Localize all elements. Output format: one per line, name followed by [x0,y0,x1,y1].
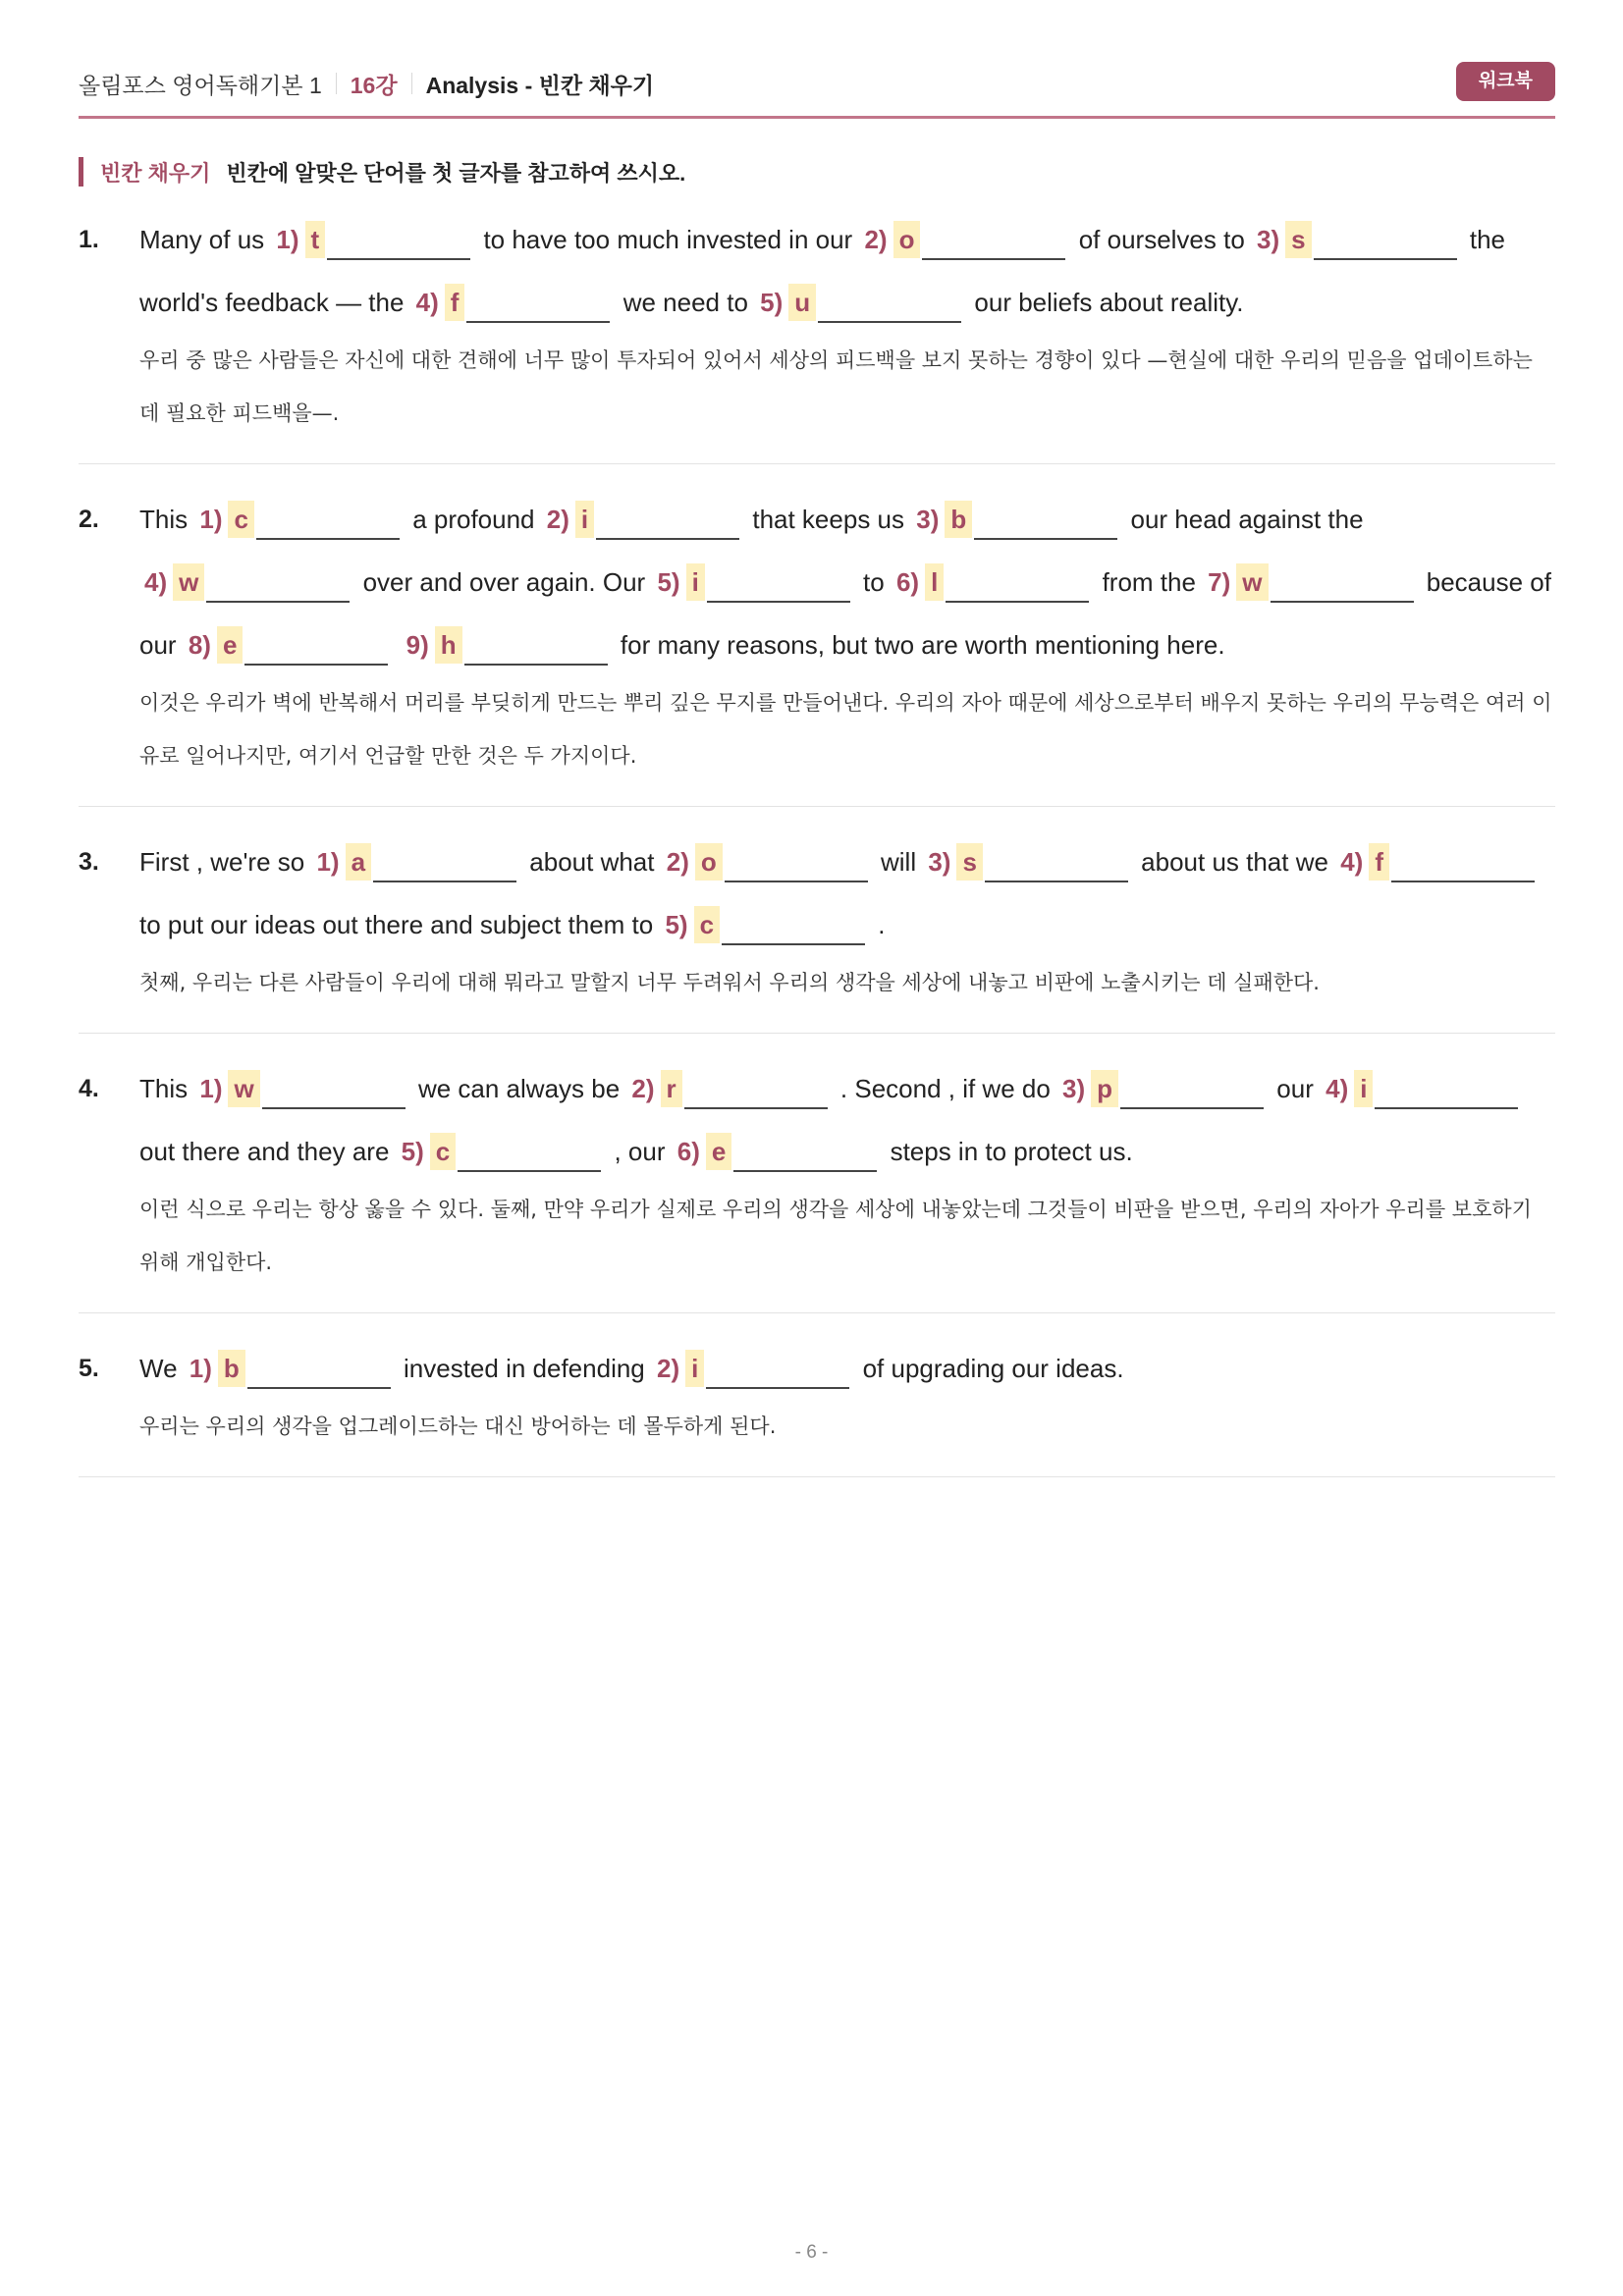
answer-blank[interactable] [262,1080,406,1109]
first-letter-hint: w [1236,563,1268,601]
sentence-text: to put our ideas out there and subject them to [139,910,654,939]
sentence-text: Many of us [139,225,265,254]
blank-group [402,630,614,660]
blank-group [660,910,871,939]
sentence-text: the world's feedback — the [139,225,1506,317]
answer-blank[interactable] [327,231,470,260]
first-letter-hint: c [694,906,720,943]
sentence-text: out there and they are [139,1137,390,1166]
sentence-text: will [880,847,917,877]
question-sentence [139,1057,1555,1183]
blank-number: 5) [665,910,688,939]
question-number: 4. [79,1075,99,1102]
sentence-text: from the [1102,567,1196,597]
question-item [79,1337,1555,1477]
first-letter-hint: a [346,843,371,881]
blank-number: 3) [1257,225,1280,254]
first-letter-hint: w [228,1070,259,1107]
blank-group [652,1354,855,1383]
sentence-text: over and over again. Our [362,567,646,597]
blank-group [923,847,1134,877]
blank-group [626,1074,833,1103]
first-letter-hint: w [173,563,204,601]
first-letter-hint: h [435,626,462,664]
book-title: 올림포스 영어독해기본 1 [79,72,322,98]
first-letter-hint: i [685,1350,704,1387]
blank-group [311,847,522,877]
blank-number: 2) [864,225,888,254]
blank-number: 4) [1325,1074,1349,1103]
blank-group [1335,847,1541,877]
blank-number: 3) [1062,1074,1086,1103]
first-letter-hint: f [1369,843,1389,881]
question-sentence [139,488,1555,676]
blank-number: 2) [657,1354,680,1383]
sentence-text: our head against the [1130,505,1364,534]
answer-blank[interactable] [206,573,350,603]
instruction-label: 빈칸 채우기 [100,160,211,186]
blank-group [271,225,476,254]
korean-translation: 우리는 우리의 생각을 업그레이드하는 대신 방어하는 데 몰두하게 된다. [139,1415,777,1438]
blank-number: 4) [1340,847,1364,877]
answer-blank[interactable] [458,1143,601,1172]
first-letter-hint: b [218,1350,245,1387]
sentence-text: we can always be [417,1074,621,1103]
answer-blank[interactable] [1314,231,1457,260]
answer-blank[interactable] [725,853,868,882]
first-letter-hint: o [893,221,921,258]
blank-number: 6) [676,1137,700,1166]
blank-group [1203,567,1419,597]
first-letter-hint: s [956,843,982,881]
blank-group [652,567,855,597]
sentence-text: because of our [139,567,1551,660]
blank-group [859,225,1071,254]
sentence-text: This [139,505,189,534]
blank-group [184,630,395,660]
blank-number: 2) [631,1074,655,1103]
blank-number: 4) [144,567,168,597]
header-divider [336,73,337,94]
question-item [79,208,1555,464]
header-divider [411,73,412,94]
question-number: 5. [79,1355,99,1382]
answer-blank[interactable] [244,636,388,666]
blank-number: 1) [276,225,299,254]
answer-blank[interactable] [373,853,516,882]
sentence-text: . Second , if we do [839,1074,1051,1103]
korean-translation: 이것은 우리가 벽에 반복해서 머리를 부딪히게 만드는 뿌리 깊은 무지를 만들어낸다. 우리의 자아 때문에 세상으로부터 배우지 못하는 우리의 무능력은 여러 이유로 일어나지만, 여기서 언급할 만한 것은 두 가지이다. [139,691,1552,768]
answer-blank[interactable] [1271,573,1414,603]
sentence-text: to [863,567,885,597]
sentence-text: We [139,1354,178,1383]
sentence-text: a profound [412,505,535,534]
blank-number: 9) [406,630,429,660]
first-letter-hint: f [445,284,465,321]
blank-group [662,847,874,877]
blank-number: 1) [199,1074,223,1103]
answer-blank[interactable] [946,573,1089,603]
question-number: 1. [79,226,99,253]
answer-blank[interactable] [722,916,865,945]
lesson-number: 16강 [350,72,398,98]
korean-translation: 첫째, 우리는 다른 사람들이 우리에 대해 뭐라고 말할지 너무 두려워서 우리의 생각을 세상에 내놓고 비판에 노출시키는 데 실패한다. [139,971,1320,994]
answer-blank[interactable] [684,1080,828,1109]
instruction-marker [79,157,83,187]
answer-blank[interactable] [706,1360,849,1389]
blank-number: 1) [199,505,223,534]
sentence-text: for many reasons, but two are worth mentioning here. [620,630,1225,660]
answer-blank[interactable] [974,510,1117,540]
answer-blank[interactable] [464,636,608,666]
sentence-text: . [878,910,886,939]
workbook-badge: 워크북 [1456,62,1555,101]
blank-number: 5) [760,288,784,317]
blank-number: 1) [189,1354,212,1383]
sentence-text: This [139,1074,189,1103]
question-number: 3. [79,848,99,876]
instruction [79,157,685,187]
blank-number: 1) [316,847,340,877]
first-letter-hint: i [1354,1070,1373,1107]
page-header [79,61,1555,106]
sentence-text: to have too much invested in our [483,225,853,254]
blank-number: 6) [895,567,920,597]
korean-translation: 우리 중 많은 사람들은 자신에 대한 견해에 너무 많이 투자되어 있어서 세상의 피드백을 보지 못하는 경향이 있다 —현실에 대한 우리의 믿음을 업데이트하는 데 필요한 피드백을—. [139,348,1533,425]
question-sentence [139,1337,1555,1400]
sentence-text: , our [614,1137,666,1166]
blank-number: 3) [928,847,951,877]
sentence-text: about us that we [1141,847,1328,877]
answer-blank[interactable] [922,231,1065,260]
blank-group [1321,1074,1524,1103]
first-letter-hint: l [925,563,944,601]
blank-number: 5) [657,567,680,597]
sentence-text: First , we're so [139,847,305,877]
blank-number: 5) [401,1137,424,1166]
first-letter-hint: t [305,221,326,258]
blank-number: 7) [1208,567,1231,597]
page-number: - 6 - [794,2242,829,2263]
blank-group [1252,225,1463,254]
blank-number: 8) [188,630,211,660]
blank-group [1057,1074,1270,1103]
first-letter-hint: u [788,284,816,321]
blank-group [194,1074,410,1103]
answer-blank[interactable] [818,294,961,323]
blank-group [755,288,967,317]
sentence-text: our beliefs about reality. [974,288,1244,317]
blank-number: 3) [916,505,940,534]
answer-blank[interactable] [985,853,1128,882]
first-letter-hint: c [430,1133,456,1170]
sentence-text: we need to [622,288,748,317]
question-item [79,488,1555,807]
answer-blank[interactable] [707,573,850,603]
first-letter-hint: i [686,563,705,601]
first-letter-hint: b [945,501,972,538]
section-title: Analysis - 빈칸 채우기 [425,72,655,98]
answer-blank[interactable] [256,510,400,540]
question-sentence [139,830,1555,956]
first-letter-hint: e [217,626,243,664]
instruction-text: 빈칸에 알맞은 단어를 첫 글자를 참고하여 쓰시오. [226,160,686,186]
answer-blank[interactable] [1391,853,1535,882]
question-number: 2. [79,506,99,533]
answer-blank[interactable] [466,294,610,323]
answer-blank[interactable] [733,1143,877,1172]
first-letter-hint: s [1285,221,1311,258]
blank-group [397,1137,608,1166]
answer-blank[interactable] [596,510,739,540]
blank-group [673,1137,884,1166]
question-item [79,830,1555,1034]
korean-translation: 이런 식으로 우리는 항상 옳을 수 있다. 둘째, 만약 우리가 실제로 우리의 생각을 세상에 내놓았는데 그것들이 비판을 받으면, 우리의 자아가 우리를 보호하기 위해 개입한다. [139,1198,1532,1274]
blank-group [911,505,1123,534]
blank-group [139,567,355,597]
blank-number: 2) [666,847,689,877]
sentence-text: our [1276,1074,1314,1103]
question-list [79,208,1555,1501]
answer-blank[interactable] [247,1360,391,1389]
first-letter-hint: c [228,501,253,538]
sentence-text: of ourselves to [1078,225,1245,254]
blank-group [892,567,1095,597]
blank-group [185,1354,397,1383]
sentence-text: of upgrading our ideas. [862,1354,1124,1383]
blank-group [542,505,745,534]
question-sentence [139,208,1555,334]
blank-group [411,288,617,317]
first-letter-hint: o [695,843,723,881]
blank-number: 2) [546,505,569,534]
sentence-text: about what [529,847,655,877]
sentence-text: invested in defending [404,1354,645,1383]
sentence-text: that keeps us [752,505,904,534]
question-item [79,1057,1555,1313]
blank-number: 4) [415,288,439,317]
answer-blank[interactable] [1120,1080,1264,1109]
header-rule [79,116,1555,119]
first-letter-hint: i [575,501,594,538]
sentence-text: steps in to protect us. [890,1137,1133,1166]
first-letter-hint: p [1091,1070,1118,1107]
first-letter-hint: e [706,1133,731,1170]
answer-blank[interactable] [1375,1080,1518,1109]
first-letter-hint: r [661,1070,682,1107]
blank-group [194,505,406,534]
